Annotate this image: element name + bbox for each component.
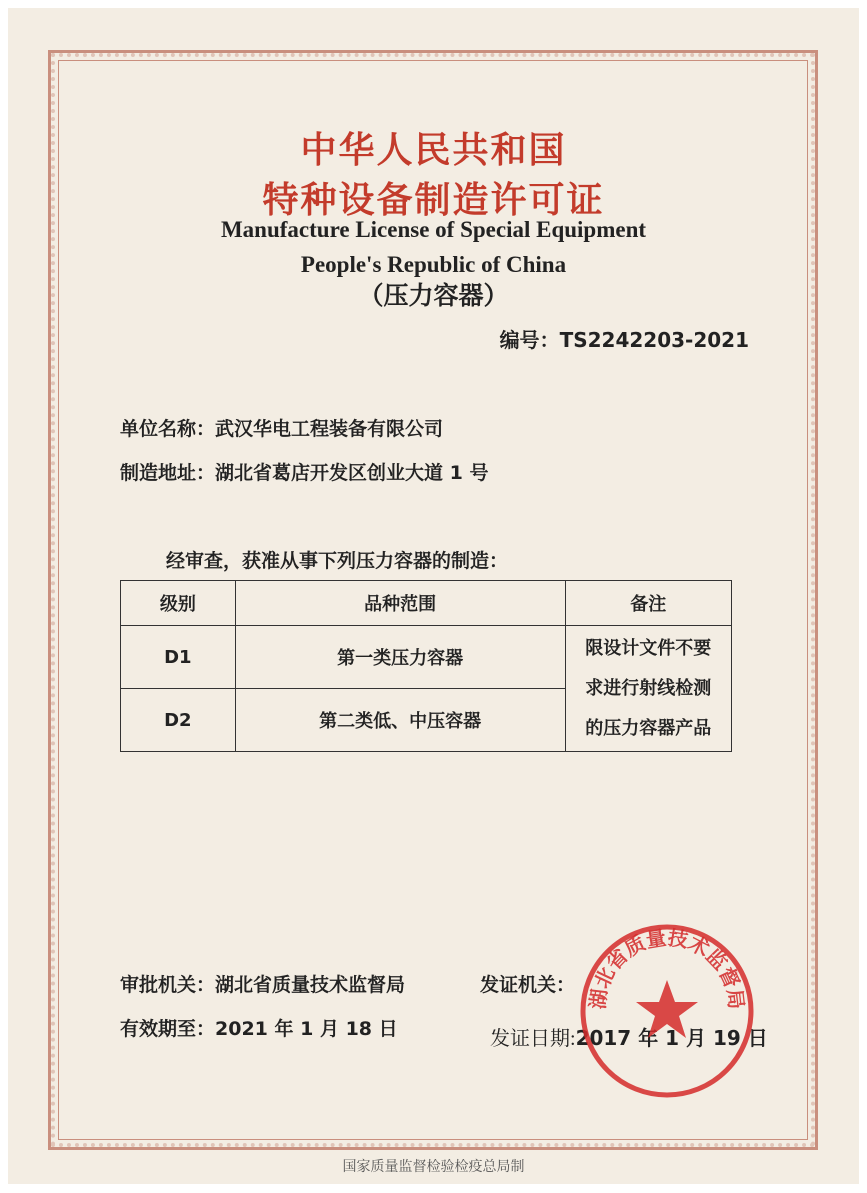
header-scope: 品种范围 <box>235 581 565 626</box>
approval-intro: 经审查，获准从事下列压力容器的制造： <box>166 550 509 572</box>
company-name-label: 单位名称： <box>120 418 216 440</box>
cell-scope: 第二类低、中压容器 <box>235 689 565 752</box>
title-english-country: People's Republic of China <box>300 252 567 277</box>
cell-level: D1 <box>121 626 236 689</box>
scope-table <box>120 580 732 752</box>
issue-date-value: 2017 年 1 月 19 日 <box>575 1026 768 1050</box>
validity-date <box>120 1014 398 1041</box>
header-level: 级别 <box>121 581 236 626</box>
table-header-row <box>121 581 732 626</box>
approval-authority-value: 湖北省质量技术监督局 <box>215 974 406 996</box>
remark-line: 求进行射线检测 <box>585 677 712 699</box>
license-category: （压力容器） <box>358 281 509 310</box>
title-english-license: Manufacture License of Special Equipment <box>220 217 647 242</box>
license-number-value: TS2242203-2021 <box>559 328 749 352</box>
official-seal <box>578 922 756 1100</box>
remark-line: 的压力容器产品 <box>585 717 712 739</box>
table-row <box>121 626 732 689</box>
validity-value: 2021 年 1 月 18 日 <box>215 1018 398 1040</box>
header-remark: 备注 <box>565 581 731 626</box>
issue-date-label: 发证日期: <box>490 1028 576 1050</box>
validity-label: 有效期至： <box>120 1018 216 1040</box>
seal-text: 湖北省质量技术监督局 <box>585 925 749 1011</box>
cell-scope: 第一类压力容器 <box>235 626 565 689</box>
license-number-label: 编号： <box>499 328 560 352</box>
approval-authority <box>120 970 405 997</box>
footer-issuer: 国家质量监督检验检疫总局制 <box>342 1159 525 1175</box>
issuing-authority-label: 发证机关： <box>480 974 576 996</box>
cell-remark <box>565 626 731 752</box>
address-value: 湖北省葛店开发区创业大道 1 号 <box>215 462 489 484</box>
cell-level: D2 <box>121 689 236 752</box>
approval-authority-label: 审批机关： <box>120 974 216 996</box>
remark-line: 限设计文件不要 <box>585 637 712 659</box>
address-label: 制造地址： <box>120 462 216 484</box>
title-license: 特种设备制造许可证 <box>262 180 605 221</box>
company-name-value: 武汉华电工程装备有限公司 <box>215 418 444 440</box>
title-country: 中华人民共和国 <box>300 130 567 171</box>
address-field <box>120 458 488 485</box>
license-number <box>500 324 749 353</box>
issuing-authority <box>480 970 575 997</box>
star-icon <box>636 980 698 1038</box>
company-name-field <box>120 414 443 441</box>
